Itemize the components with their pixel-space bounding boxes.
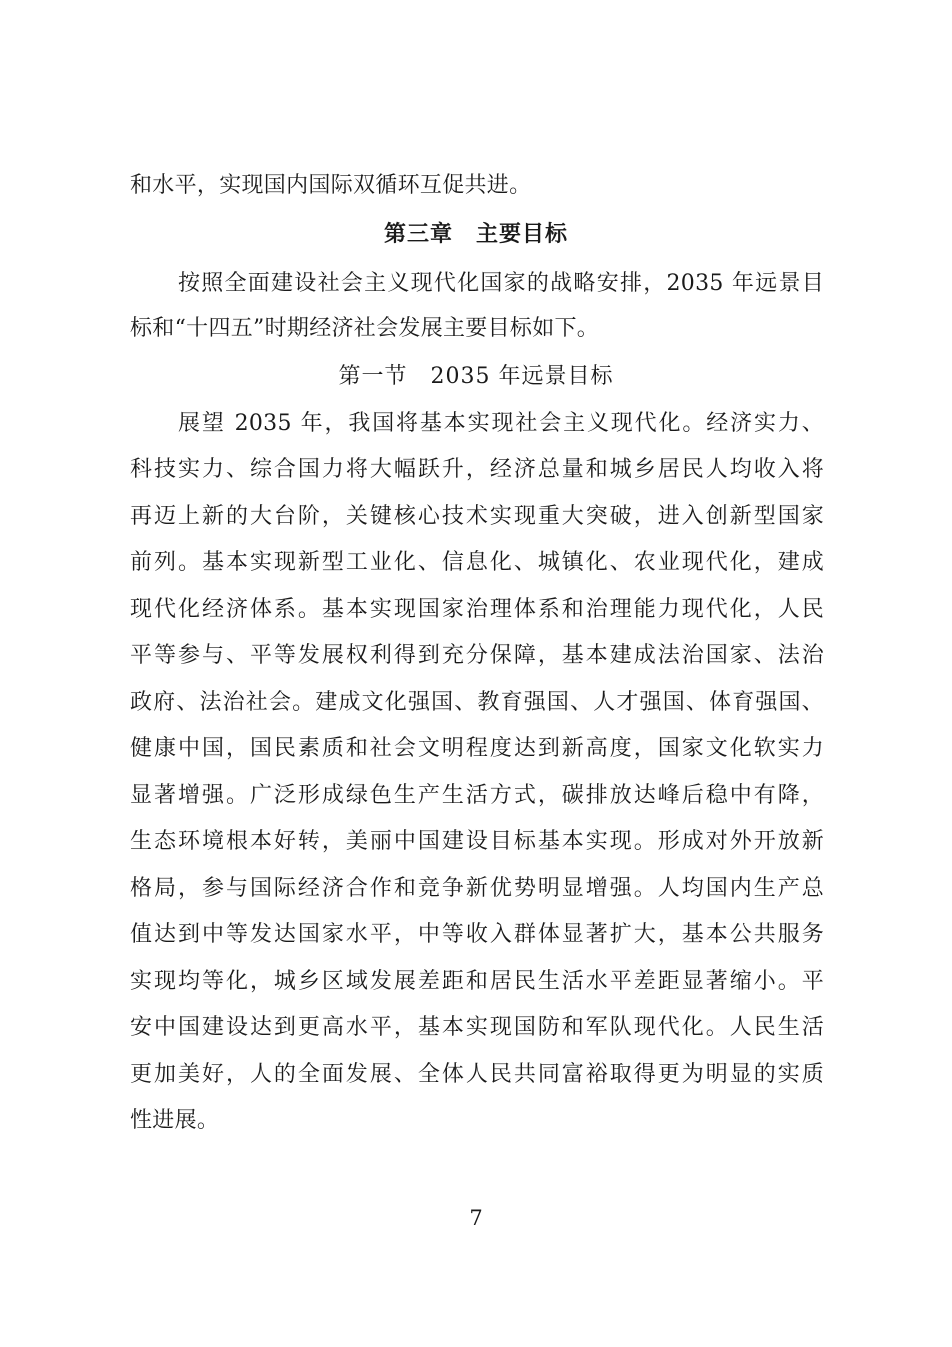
paragraph-line: 健康中国，国民素质和社会文明程度达到新高度，国家文化软实力 bbox=[130, 736, 824, 761]
section-heading: 第一节 2035 年远景目标 bbox=[338, 364, 614, 389]
paragraph-line: 按照全面建设社会主义现代化国家的战略安排，2035 年远景目 bbox=[178, 271, 824, 296]
paragraph-line: 标和“十四五”时期经济社会发展主要目标如下。 bbox=[130, 316, 600, 341]
chapter-heading: 第三章 主要目标 bbox=[383, 222, 568, 247]
paragraph-line: 更加美好，人的全面发展、全体人民共同富裕取得更为明显的实质 bbox=[130, 1062, 824, 1087]
paragraph-line: 现代化经济体系。基本实现国家治理体系和治理能力现代化，人民 bbox=[130, 597, 824, 622]
paragraph-line: 值达到中等发达国家水平，中等收入群体显著扩大，基本公共服务 bbox=[130, 922, 824, 947]
paragraph-line: 性进展。 bbox=[130, 1108, 220, 1133]
paragraph-line: 安中国建设达到更高水平，基本实现国防和军队现代化。人民生活 bbox=[130, 1015, 824, 1040]
paragraph-line: 政府、法治社会。建成文化强国、教育强国、人才强国、体育强国、 bbox=[130, 690, 824, 715]
paragraph-line: 科技实力、综合国力将大幅跃升，经济总量和城乡居民人均收入将 bbox=[130, 457, 824, 482]
paragraph-line: 格局，参与国际经济合作和竞争新优势明显增强。人均国内生产总 bbox=[130, 876, 824, 901]
paragraph-line: 展望 2035 年，我国将基本实现社会主义现代化。经济实力、 bbox=[178, 411, 824, 436]
paragraph-line: 和水平，实现国内国际双循环互促共进。 bbox=[130, 173, 532, 198]
paragraph-line: 前列。基本实现新型工业化、信息化、城镇化、农业现代化，建成 bbox=[130, 550, 824, 575]
paragraph-line: 显著增强。广泛形成绿色生产生活方式，碳排放达峰后稳中有降， bbox=[130, 783, 824, 808]
paragraph-line: 实现均等化，城乡区域发展差距和居民生活水平差距显著缩小。平 bbox=[130, 969, 824, 994]
paragraph-line: 平等参与、平等发展权利得到充分保障，基本建成法治国家、法治 bbox=[130, 643, 824, 668]
paragraph-line: 再迈上新的大台阶，关键核心技术实现重大突破，进入创新型国家 bbox=[130, 504, 824, 529]
paragraph-line: 生态环境根本好转，美丽中国建设目标基本实现。形成对外开放新 bbox=[130, 829, 824, 854]
page-number: 7 bbox=[469, 1206, 483, 1230]
